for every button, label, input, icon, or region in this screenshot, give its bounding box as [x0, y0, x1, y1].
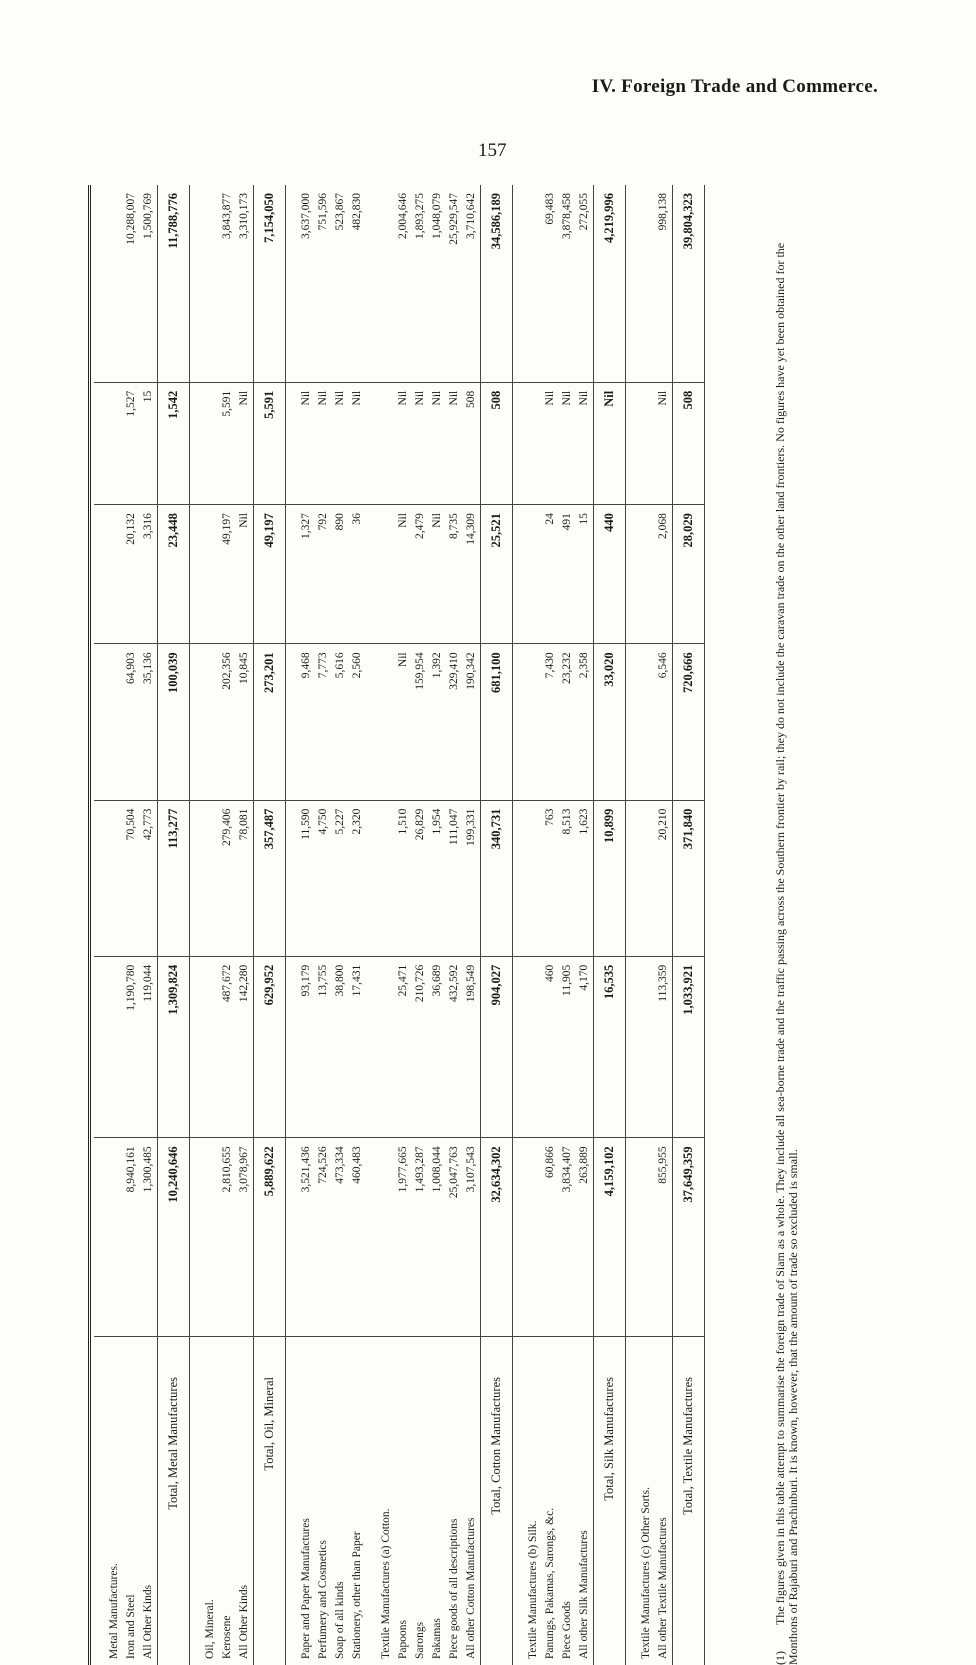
value-cell: 3,078,967 [236, 1138, 254, 1337]
total-value-cell: 100,039 [158, 644, 190, 800]
value-cell: 3,107,543 [463, 1138, 481, 1337]
value-cell: 25,929,547 [446, 185, 463, 382]
empty-cell [190, 382, 220, 504]
page-number: 157 [478, 140, 507, 162]
value-cell: 487,672 [219, 956, 236, 1138]
value-cell: 6,546 [655, 644, 673, 800]
value-cell: 64,903 [123, 644, 140, 800]
table-row [542, 185, 559, 1665]
empty-cell [190, 800, 220, 956]
value-cell: 17,431 [349, 956, 366, 1138]
total-value-cell: 340,731 [481, 800, 513, 956]
total-value-cell: 7,154,050 [254, 185, 286, 382]
section-heading-row [190, 185, 220, 1665]
value-cell: 70,504 [123, 800, 140, 956]
value-cell: 78,081 [236, 800, 254, 956]
value-cell: 4,170 [576, 956, 594, 1138]
table-row [559, 185, 576, 1665]
row-label: All other Textile Manufactures [655, 1337, 673, 1665]
section-heading-row [513, 185, 543, 1665]
total-value-cell: 508 [673, 382, 705, 504]
value-cell: 5,591 [219, 382, 236, 504]
total-value-cell: 25,521 [481, 505, 513, 644]
row-label: All other Cotton Manufactures [463, 1337, 481, 1665]
value-cell: 113,359 [655, 956, 673, 1138]
value-cell: 1,008,044 [429, 1138, 446, 1337]
value-cell: 69,483 [542, 185, 559, 382]
value-cell: Nil [286, 382, 316, 504]
value-cell: 1,300,485 [140, 1138, 158, 1337]
total-value-cell: 681,100 [481, 644, 513, 800]
value-cell: 93,179 [286, 956, 316, 1138]
empty-cell [366, 185, 395, 382]
table-row [412, 185, 429, 1665]
value-cell: 49,197 [219, 505, 236, 644]
section-heading-row [626, 185, 656, 1665]
value-cell: 199,331 [463, 800, 481, 956]
total-value-cell: 16,535 [594, 956, 626, 1138]
value-cell: 1,510 [395, 800, 412, 956]
value-cell: 523,867 [332, 185, 349, 382]
value-cell: 508 [463, 382, 481, 504]
value-cell: 2,320 [349, 800, 366, 956]
total-value-cell: 5,591 [254, 382, 286, 504]
empty-cell [513, 1138, 543, 1337]
row-label: Panungs, Pakamas, Sarongs, &c. [542, 1337, 559, 1665]
total-value-cell: 4,159,102 [594, 1138, 626, 1337]
total-value-cell: 5,889,622 [254, 1138, 286, 1337]
total-value-cell: 37,649,359 [673, 1138, 705, 1337]
row-label: Perfumery and Cosmetics [315, 1337, 332, 1665]
value-cell: 5,227 [332, 800, 349, 956]
value-cell: 7,773 [315, 644, 332, 800]
empty-cell [366, 800, 395, 956]
value-cell: Nil [395, 505, 412, 644]
empty-cell [513, 800, 543, 956]
value-cell: 26,829 [412, 800, 429, 956]
value-cell: 9,468 [286, 644, 316, 800]
table-row [123, 185, 140, 1665]
total-value-cell: 508 [481, 382, 513, 504]
value-cell: 2,358 [576, 644, 594, 800]
total-value-cell: 113,277 [158, 800, 190, 956]
total-value-cell: 629,952 [254, 956, 286, 1138]
row-label: Sarongs [412, 1337, 429, 1665]
value-cell: Nil [412, 382, 429, 504]
total-value-cell: 1,542 [158, 382, 190, 504]
empty-cell [626, 185, 656, 382]
total-value-cell: 11,788,776 [158, 185, 190, 382]
value-cell: 111,047 [446, 800, 463, 956]
empty-cell [94, 956, 123, 1138]
table-row [332, 185, 349, 1665]
value-cell: Nil [542, 382, 559, 504]
value-cell: 460 [542, 956, 559, 1138]
value-cell: 8,735 [446, 505, 463, 644]
value-cell: 20,210 [655, 800, 673, 956]
value-cell: 198,549 [463, 956, 481, 1138]
empty-cell [94, 644, 123, 800]
value-cell: 2,810,655 [219, 1138, 236, 1337]
empty-cell [94, 382, 123, 504]
section-heading: Textile Manufactures (c) Other Sorts. [626, 1337, 656, 1665]
empty-cell [366, 956, 395, 1138]
section-heading-row [94, 185, 123, 1665]
value-cell: 724,526 [315, 1138, 332, 1337]
value-cell: 2,004,646 [395, 185, 412, 382]
value-cell: 3,310,173 [236, 185, 254, 382]
row-label: Paper and Paper Manufactures [286, 1337, 316, 1665]
value-cell: 11,905 [559, 956, 576, 1138]
value-cell: 3,637,000 [286, 185, 316, 382]
value-cell: 14,309 [463, 505, 481, 644]
value-cell: 10,845 [236, 644, 254, 800]
value-cell: 279,406 [219, 800, 236, 956]
table-row [429, 185, 446, 1665]
empty-cell [626, 1138, 656, 1337]
total-value-cell: 1,033,921 [673, 956, 705, 1138]
empty-cell [366, 1138, 395, 1337]
empty-cell [366, 644, 395, 800]
empty-cell [190, 185, 220, 382]
value-cell: 119,044 [140, 956, 158, 1138]
total-value-cell: 32,634,302 [481, 1138, 513, 1337]
value-cell: 36,689 [429, 956, 446, 1138]
total-value-cell: 371,840 [673, 800, 705, 956]
value-cell: 1,527 [123, 382, 140, 504]
total-value-cell: 273,201 [254, 644, 286, 800]
section-heading: Metal Manufactures. [94, 1337, 123, 1665]
table-row [446, 185, 463, 1665]
value-cell: 11,590 [286, 800, 316, 956]
empty-cell [94, 185, 123, 382]
table-row [655, 185, 673, 1665]
value-cell: 159,954 [412, 644, 429, 800]
total-value-cell: 23,448 [158, 505, 190, 644]
value-cell: 15 [140, 382, 158, 504]
value-cell: 1,048,079 [429, 185, 446, 382]
total-label: Total, Textile Manufactures [673, 1337, 705, 1665]
value-cell: 36 [349, 505, 366, 644]
row-label: All Other Kinds [140, 1337, 158, 1665]
table-row [463, 185, 481, 1665]
total-value-cell: 10,899 [594, 800, 626, 956]
row-label: All Other Kinds [236, 1337, 254, 1665]
value-cell: 8,513 [559, 800, 576, 956]
empty-cell [513, 505, 543, 644]
value-cell: 3,710,642 [463, 185, 481, 382]
value-cell: 1,190,780 [123, 956, 140, 1138]
total-value-cell: 4,219,996 [594, 185, 626, 382]
empty-cell [366, 382, 395, 504]
value-cell: 2,479 [412, 505, 429, 644]
value-cell: 3,316 [140, 505, 158, 644]
trade-table-body [94, 185, 705, 1665]
value-cell: 1,893,275 [412, 185, 429, 382]
value-cell: Nil [395, 644, 412, 800]
section-heading: Textile Manufactures (a) Cotton. [366, 1337, 395, 1665]
table-row [395, 185, 412, 1665]
row-label: Kerosene [219, 1337, 236, 1665]
value-cell: 42,773 [140, 800, 158, 956]
footnote-text: The figures given in this table attempt to summarise the foreign trade of Siam as a whole. They include all sea-borne trade and the traffic passing across the Southern frontier by rail; they do not include the caravan trade on the other land frontiers. No figures have yet been obtained for the Monthons of Rajaburi and Prachinburi. It is known, however, that the amount of trade so excluded is small. [773, 243, 800, 1665]
section-heading: Textile Manufactures (b) Silk. [513, 1337, 543, 1665]
value-cell: 272,055 [576, 185, 594, 382]
empty-cell [190, 644, 220, 800]
value-cell: 24 [542, 505, 559, 644]
empty-cell [190, 505, 220, 644]
value-cell: 1,327 [286, 505, 316, 644]
total-value-cell: 1,309,824 [158, 956, 190, 1138]
value-cell: 473,334 [332, 1138, 349, 1337]
empty-cell [190, 1138, 220, 1337]
value-cell: Nil [236, 382, 254, 504]
value-cell: Nil [349, 382, 366, 504]
empty-cell [94, 800, 123, 956]
value-cell: 5,616 [332, 644, 349, 800]
value-cell: 142,280 [236, 956, 254, 1138]
value-cell: 25,047,763 [446, 1138, 463, 1337]
value-cell: 3,834,407 [559, 1138, 576, 1337]
value-cell: 8,940,161 [123, 1138, 140, 1337]
row-label: Stationery, other than Paper [349, 1337, 366, 1665]
value-cell: Nil [576, 382, 594, 504]
total-value-cell: 10,240,646 [158, 1138, 190, 1337]
value-cell: 60,866 [542, 1138, 559, 1337]
value-cell: Nil [429, 505, 446, 644]
value-cell: 20,132 [123, 505, 140, 644]
total-value-cell: 49,197 [254, 505, 286, 644]
value-cell: 15 [576, 505, 594, 644]
row-label: Pakamas [429, 1337, 446, 1665]
empty-cell [513, 644, 543, 800]
value-cell: 3,878,458 [559, 185, 576, 382]
table-row [236, 185, 254, 1665]
row-label: Piece goods of all descriptions [446, 1337, 463, 1665]
value-cell: Nil [446, 382, 463, 504]
empty-cell [94, 505, 123, 644]
value-cell: 190,342 [463, 644, 481, 800]
value-cell: 1,500,769 [140, 185, 158, 382]
value-cell: 202,356 [219, 644, 236, 800]
empty-cell [626, 505, 656, 644]
total-value-cell: 440 [594, 505, 626, 644]
value-cell: 35,136 [140, 644, 158, 800]
value-cell: 2,068 [655, 505, 673, 644]
value-cell: 1,623 [576, 800, 594, 956]
total-row [594, 185, 626, 1665]
value-cell: Nil [395, 382, 412, 504]
total-value-cell: 904,027 [481, 956, 513, 1138]
footnote-mark: (1) [774, 1625, 787, 1665]
trade-table [94, 185, 705, 1665]
empty-cell [626, 956, 656, 1138]
table-row [140, 185, 158, 1665]
empty-cell [626, 382, 656, 504]
empty-cell [626, 800, 656, 956]
total-value-cell: 33,020 [594, 644, 626, 800]
total-value-cell: Nil [594, 382, 626, 504]
value-cell: 751,596 [315, 185, 332, 382]
row-label: Piece Goods [559, 1337, 576, 1665]
empty-cell [513, 382, 543, 504]
value-cell: 25,471 [395, 956, 412, 1138]
value-cell: 13,755 [315, 956, 332, 1138]
empty-cell [366, 505, 395, 644]
value-cell: 1,392 [429, 644, 446, 800]
value-cell: 7,430 [542, 644, 559, 800]
value-cell: Nil [559, 382, 576, 504]
total-value-cell: 34,586,189 [481, 185, 513, 382]
section-heading: Oil, Mineral. [190, 1337, 220, 1665]
value-cell: 23,232 [559, 644, 576, 800]
total-value-cell: 720,666 [673, 644, 705, 800]
value-cell: 10,288,007 [123, 185, 140, 382]
top-double-rule [88, 185, 91, 1665]
empty-cell [626, 644, 656, 800]
value-cell: Nil [332, 382, 349, 504]
value-cell: Nil [236, 505, 254, 644]
value-cell: Nil [429, 382, 446, 504]
total-label: Total, Metal Manufactures [158, 1337, 190, 1665]
value-cell: 38,800 [332, 956, 349, 1138]
value-cell: 4,750 [315, 800, 332, 956]
value-cell: 998,138 [655, 185, 673, 382]
table-row [349, 185, 366, 1665]
total-row [481, 185, 513, 1665]
footnote [774, 225, 800, 1665]
value-cell: 792 [315, 505, 332, 644]
total-label: Total, Oil, Mineral [254, 1337, 286, 1665]
empty-cell [94, 1138, 123, 1337]
value-cell: Nil [315, 382, 332, 504]
total-value-cell: 357,487 [254, 800, 286, 956]
table-row [576, 185, 594, 1665]
total-value-cell: 39,804,323 [673, 185, 705, 382]
value-cell: 263,889 [576, 1138, 594, 1337]
row-label: Papoons [395, 1337, 412, 1665]
value-cell: Nil [655, 382, 673, 504]
value-cell: 432,592 [446, 956, 463, 1138]
empty-cell [190, 956, 220, 1138]
value-cell: 2,560 [349, 644, 366, 800]
value-cell: 763 [542, 800, 559, 956]
row-label: Soap of all kinds [332, 1337, 349, 1665]
value-cell: 855,955 [655, 1138, 673, 1337]
running-header: IV. Foreign Trade and Commerce. [592, 76, 878, 98]
row-label: Iron and Steel [123, 1337, 140, 1665]
empty-cell [513, 185, 543, 382]
section-heading-row [366, 185, 395, 1665]
value-cell: 1,977,665 [395, 1138, 412, 1337]
value-cell: 491 [559, 505, 576, 644]
table-row [286, 185, 316, 1665]
value-cell: 482,830 [349, 185, 366, 382]
table-row [315, 185, 332, 1665]
value-cell: 460,483 [349, 1138, 366, 1337]
value-cell: 890 [332, 505, 349, 644]
table-row [219, 185, 236, 1665]
rotated-table-frame [88, 185, 848, 1665]
value-cell: 1,493,287 [412, 1138, 429, 1337]
value-cell: 329,410 [446, 644, 463, 800]
empty-cell [513, 956, 543, 1138]
value-cell: 3,843,877 [219, 185, 236, 382]
value-cell: 210,726 [412, 956, 429, 1138]
total-value-cell: 28,029 [673, 505, 705, 644]
row-label: All other Silk Manufactures [576, 1337, 594, 1665]
total-row [158, 185, 190, 1665]
total-row [673, 185, 705, 1665]
total-row [254, 185, 286, 1665]
total-label: Total, Silk Manufactures [594, 1337, 626, 1665]
value-cell: 1,954 [429, 800, 446, 956]
value-cell: 3,521,436 [286, 1138, 316, 1337]
total-label: Total, Cotton Manufactures [481, 1337, 513, 1665]
